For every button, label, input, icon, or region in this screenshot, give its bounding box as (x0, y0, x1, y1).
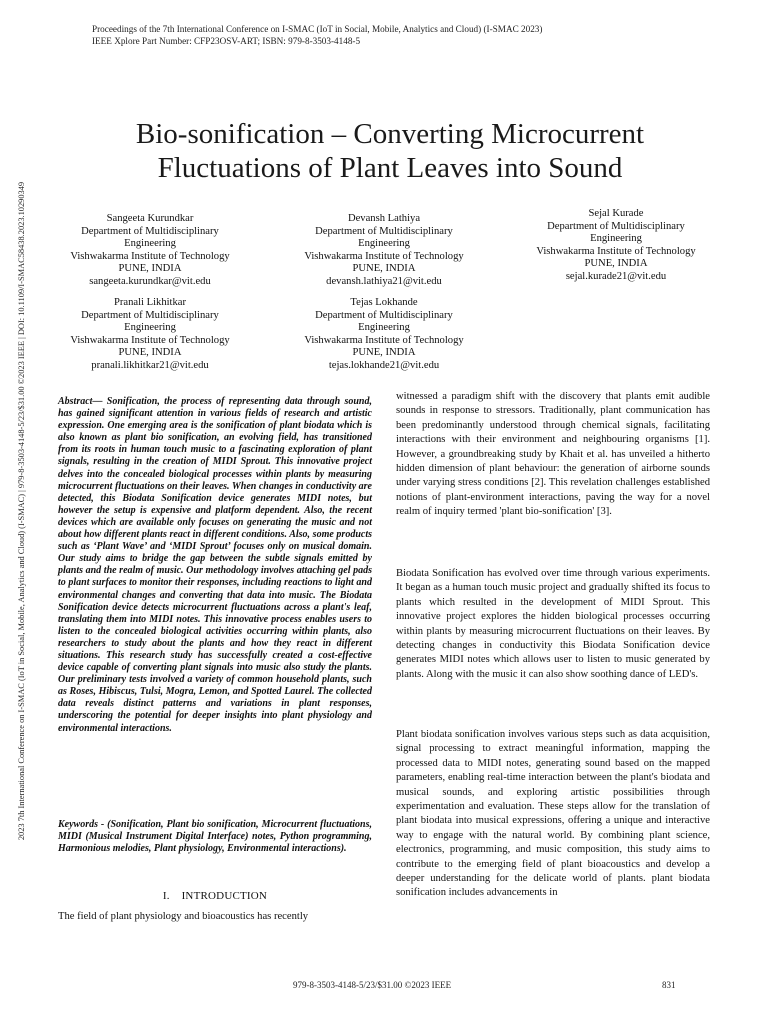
author-email[interactable]: pranali.likhitkar21@vit.edu (91, 359, 209, 371)
body-paragraph-3: Plant biodata sonification involves various steps such as data acquisition, signal processing to extract meaningful information, mapping the processed data to MIDI notes, generating sound based on the mapped parameters, enabling real-time interaction between the plant's biodata and musical sounds, and exploring artistic possibilities through experimentation and evaluation. These steps allow for the translation of plant biodata into musical expressions, offering a unique and interactive way to engage with the natural world. By combining plant science, electronics, programming, and music composition, this study aims to contribute to the emerging field of plant bioacoustics and develop a deeper understanding for the delicate world of plants. plant biodata sonification includes advancements in (396, 729, 710, 899)
author-city: PUNE, INDIA (118, 347, 182, 359)
body-paragraph-2: Biodata Sonification has evolved over time through various experiments. It began as a human touch music project and gradually shifted its focus to plants which resulted in the development of MIDI Sprout. This innovative project explores the hidden biological processes occurring within plants by measuring microcurrent fluctuations on their leaves. By detecting changes in conductivity this Biodata Sonification device generates MIDI notes which allows user to listen to music generated by plants. Along with the music it can also show soothing dance of LED's. (396, 568, 710, 680)
author-dept: Department of Multidisciplinary (81, 309, 219, 321)
author-city: PUNE, INDIA (352, 263, 416, 275)
author-email[interactable]: sangeeta.kurundkar@vit.edu (89, 275, 211, 287)
author-dept: Department of Multidisciplinary (81, 225, 219, 237)
doi-side-text: 2023 7th International Conference on I-SMAC (IoT in Social, Mobile, Analytics and Cloud) (I-SMAC) | 979-8-3503-4148-5/23/$31.00 ©2023 IEEE | DOI: 10.1109/I-SMAC58438.2023.10290349 (17, 181, 26, 841)
author-institute: Vishwakarma Institute of Technology (536, 245, 696, 257)
author-block-3 (506, 208, 726, 284)
conference-header-line1: Proceedings of the 7th International Conference on I-SMAC (IoT in Social, Mobile, Analytics and Cloud) (I-SMAC 2023) (92, 24, 543, 34)
author-dept-cont: Engineering (358, 238, 410, 250)
author-block-2 (274, 213, 494, 289)
section-heading (58, 890, 372, 902)
author-city: PUNE, INDIA (352, 347, 416, 359)
abstract (58, 396, 372, 735)
author-block-4 (40, 297, 260, 373)
author-name: Pranali Likhitkar (113, 297, 187, 308)
author-dept: Department of Multidisciplinary (547, 220, 685, 232)
abstract-lead: Abstract— (58, 396, 103, 407)
author-institute: Vishwakarma Institute of Technology (304, 334, 464, 346)
author-dept-cont: Engineering (124, 238, 176, 250)
author-dept-cont: Engineering (124, 322, 176, 334)
page-number: 831 (662, 980, 676, 990)
author-dept: Department of Multidisciplinary (315, 309, 453, 321)
body-paragraph-1: witnessed a paradigm shift with the discovery that plants emit audible sounds in response to stressors. Traditionally, plant communication has been predominantly understood through chemical signals, facilitating interactions with their environment and neighbouring organisms [1]. However, a groundbreaking study by Khait et al. has unveiled a hitherto hidden dimension of plant behaviour: the generation of airborne sounds under varying stress conditions [2]. This revelation challenges established notions of plant-environment interactions, paving the way for a novel realm of inquiry termed 'plant bio-sonification' [3]. (396, 391, 710, 518)
author-dept-cont: Engineering (358, 322, 410, 334)
section-title: INTRODUCTION (181, 890, 268, 902)
author-institute: Vishwakarma Institute of Technology (304, 250, 464, 262)
author-institute: Vishwakarma Institute of Technology (70, 250, 230, 262)
side-margin-note (14, 0, 30, 1024)
keywords: Keywords - (Sonification, Plant bio sonification, Microcurrent fluctuations, MIDI (Musical Instrument Digital Interface) notes, Python programming, Harmonious melodies, Plant physiology, Environmental interactions). (58, 819, 372, 855)
footer-copyright: 979-8-3503-4148-5/23/$31.00 ©2023 IEEE (293, 980, 452, 990)
author-name: Devansh Lathiya (347, 213, 421, 224)
author-city: PUNE, INDIA (118, 263, 182, 275)
author-email[interactable]: devansh.lathiya21@vit.edu (326, 275, 442, 287)
author-dept-cont: Engineering (590, 233, 642, 245)
author-name: Tejas Lokhande (350, 297, 418, 308)
paper-title (70, 117, 710, 185)
section-number: I. (162, 890, 170, 902)
author-city: PUNE, INDIA (584, 258, 648, 270)
author-email[interactable]: tejas.lokhande21@vit.edu (328, 359, 440, 371)
author-dept: Department of Multidisciplinary (315, 225, 453, 237)
author-name: Sangeeta Kurundkar (106, 213, 194, 224)
author-institute: Vishwakarma Institute of Technology (70, 334, 230, 346)
conference-header-line2: IEEE Xplore Part Number: CFP23OSV-ART; ISBN: 979-8-3503-4148-5 (92, 35, 361, 46)
conference-header (92, 24, 542, 47)
author-block-5 (274, 297, 494, 373)
title-line1: Bio-sonification – Converting Microcurrent (135, 118, 645, 150)
author-name: Sejal Kurade (588, 208, 644, 219)
title-line2: Fluctuations of Plant Leaves into Sound (157, 152, 623, 184)
abstract-text: Sonification, the process of representing data through sound, has gained significant attention in various fields of research and artistic expression. One emerging area is the sonification of plant biodata which is also known as plant bio sonification, an evolving field, has transitioned from its roots in human touch music to a fascinating exploration of plant signals, resulting in the creation of MIDI Sprout. This innovative project delves into the concealed biological processes within plants by measuring microcurrent fluctuations on their leaves. When changes in conductivity are detected, this Biodata Sonification device generates MIDI notes, but however the setup is expensive and platform dependent. Also, the recent devices which are available only focuses on generating the music and not about how different plants react in different conditions. Also, some products such as ‘Plant Wave’ and ‘MIDI Sprout’ focuses only on musical domain. Our study aims to bridge the gap between the subtle signals emitted by plants and the realm of music. Our methodology involves attaching gel pads to plant surfaces to monitor their responses, including reactions to light and environmental changes and converting that data into music. The Biodata Sonification device detects microcurrent fluctuations across a plant's leaf, translating them into MIDI notes. This innovative process enables users to listen to the concealed biological activities occurring within plants, also researchers to study about the plants and how they react in different situations. This research study has successfully created a cost-effective device capable of converting plant signals into music also study the plants. Our preliminary tests involved a variety of common household plants, such as Roses, Hibiscus, Tulsi, Mogra, Lemon, and Spotted Laurel. The collected data reveals distinct patterns and variations in plant responses, underscoring the potential for deeper insights into plant physiology and environmental interactions. (58, 396, 372, 734)
author-email[interactable]: sejal.kurade21@vit.edu (565, 270, 667, 282)
intro-paragraph-start: The field of plant physiology and bioacoustics has recently (58, 911, 309, 922)
author-block-1 (40, 213, 260, 289)
